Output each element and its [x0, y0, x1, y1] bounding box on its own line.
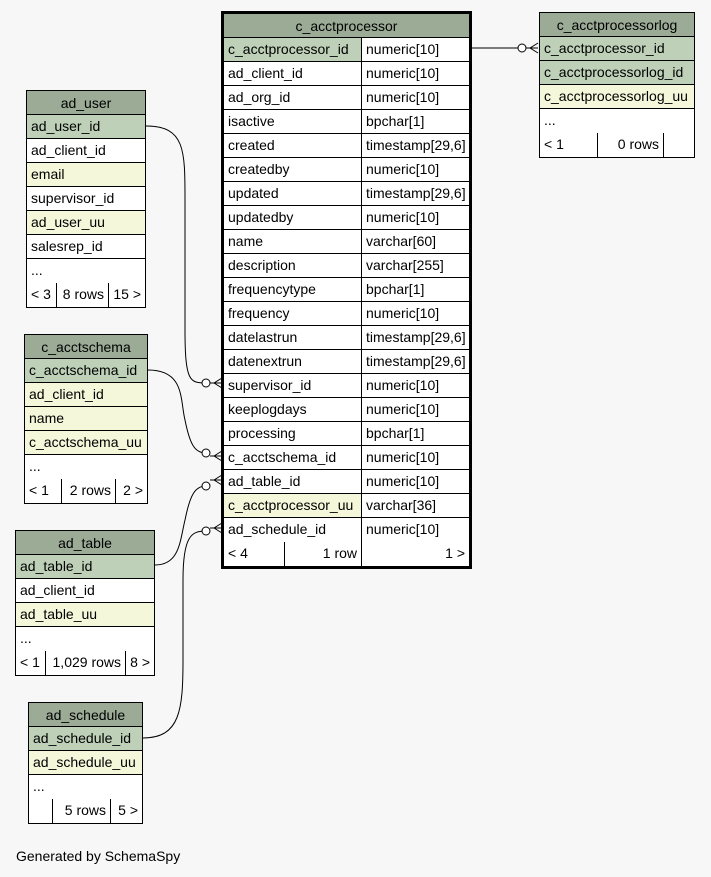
- footer-parents: [29, 799, 53, 823]
- column-name: ad_schedule_id: [29, 727, 142, 750]
- column-row[interactable]: [27, 187, 145, 211]
- column-name: datenextrun: [224, 350, 362, 373]
- table-title: ad_user: [27, 91, 145, 115]
- column-name: name: [224, 230, 362, 253]
- footer-children[interactable]: 5 >: [118, 802, 138, 818]
- table-ad-table[interactable]: [15, 530, 155, 676]
- table-footer: [224, 542, 469, 566]
- column-type: timestamp[29,6]: [362, 134, 469, 157]
- footer-rows: 0 rows: [598, 133, 664, 157]
- column-type: numeric[10]: [362, 158, 469, 181]
- footer-children: [664, 133, 694, 157]
- column-row[interactable]: [224, 302, 469, 326]
- column-row[interactable]: [16, 579, 154, 603]
- column-name: c_acctprocessor_uu: [224, 494, 362, 517]
- link-ad-user-supervisor: [146, 126, 206, 383]
- column-type: varchar[255]: [362, 254, 469, 277]
- column-name: c_acctprocessorlog_uu: [540, 85, 694, 108]
- footer-rows: 2 rows: [62, 479, 116, 503]
- footer-parents[interactable]: < 1: [16, 651, 46, 675]
- column-row[interactable]: [224, 206, 469, 230]
- column-type: bpchar[1]: [362, 278, 469, 301]
- column-name: ...: [16, 627, 154, 651]
- column-name: ad_schedule_id: [224, 518, 362, 542]
- column-name: ad_user_uu: [27, 211, 145, 234]
- footer-parents[interactable]: < 3: [27, 283, 57, 307]
- column-row[interactable]: [25, 407, 147, 431]
- column-row[interactable]: [16, 603, 154, 627]
- column-row[interactable]: [27, 211, 145, 235]
- column-row[interactable]: [27, 163, 145, 187]
- footer-rows: 1,029 rows: [46, 651, 126, 675]
- column-row[interactable]: [25, 359, 147, 383]
- column-type: numeric[10]: [362, 206, 469, 229]
- column-name: ad_client_id: [224, 62, 362, 85]
- table-title: c_acctschema: [25, 335, 147, 359]
- table-footer: [540, 133, 694, 157]
- column-row[interactable]: [224, 374, 469, 398]
- table-c-acctprocessorlog[interactable]: [539, 12, 695, 158]
- table-footer: [27, 283, 145, 307]
- column-name: frequencytype: [224, 278, 362, 301]
- column-name: ad_table_uu: [16, 603, 154, 626]
- column-name: c_acctprocessor_id: [224, 38, 362, 61]
- column-name: isactive: [224, 110, 362, 133]
- column-name: ad_table_id: [16, 555, 154, 578]
- column-row[interactable]: [540, 85, 694, 109]
- column-type: varchar[36]: [362, 494, 469, 517]
- column-row[interactable]: [25, 383, 147, 407]
- column-row[interactable]: [16, 555, 154, 579]
- column-type: numeric[10]: [362, 62, 469, 85]
- footer-parents[interactable]: < 4: [224, 542, 285, 566]
- column-name: updatedby: [224, 206, 362, 229]
- column-type: varchar[60]: [362, 230, 469, 253]
- table-footer: [29, 799, 142, 823]
- footer-children[interactable]: 1 >: [445, 545, 465, 561]
- footer-rows: 8 rows: [57, 283, 109, 307]
- table-title: c_acctprocessorlog: [540, 13, 694, 37]
- generated-by-label: Generated by SchemaSpy: [16, 848, 181, 864]
- column-name: datelastrun: [224, 326, 362, 349]
- column-row[interactable]: [224, 494, 469, 518]
- column-row[interactable]: [224, 518, 469, 542]
- column-name: name: [25, 407, 147, 430]
- column-type: numeric[10]: [362, 446, 469, 469]
- table-ad-user[interactable]: [26, 90, 146, 308]
- column-row[interactable]: [540, 109, 694, 133]
- footer-children[interactable]: 2 >: [123, 482, 143, 498]
- column-row[interactable]: [224, 134, 469, 158]
- column-row[interactable]: [224, 422, 469, 446]
- column-row[interactable]: [224, 38, 469, 62]
- column-row[interactable]: [224, 182, 469, 206]
- column-row[interactable]: [224, 326, 469, 350]
- column-row[interactable]: [27, 139, 145, 163]
- column-name: ad_schedule_uu: [29, 751, 142, 774]
- column-name: ad_org_id: [224, 86, 362, 109]
- column-type: numeric[10]: [362, 518, 469, 542]
- column-type: timestamp[29,6]: [362, 326, 469, 349]
- column-row[interactable]: [540, 37, 694, 61]
- column-type: bpchar[1]: [362, 422, 469, 445]
- column-row[interactable]: [224, 398, 469, 422]
- column-name: salesrep_id: [27, 235, 145, 258]
- column-name: supervisor_id: [224, 374, 362, 397]
- table-ad-schedule[interactable]: [28, 702, 143, 824]
- table-title: ad_table: [16, 531, 154, 555]
- column-name: createdby: [224, 158, 362, 181]
- column-name: c_acctschema_id: [224, 446, 362, 469]
- column-row[interactable]: [224, 254, 469, 278]
- column-row[interactable]: [224, 278, 469, 302]
- column-type: bpchar[1]: [362, 110, 469, 133]
- column-name: ...: [27, 259, 145, 283]
- column-name: keeplogdays: [224, 398, 362, 421]
- column-name: c_acctschema_id: [25, 359, 147, 382]
- column-name: ad_client_id: [27, 139, 145, 162]
- column-row[interactable]: [27, 115, 145, 139]
- footer-rows: 5 rows: [53, 799, 111, 823]
- column-row[interactable]: [224, 230, 469, 254]
- column-type: numeric[10]: [362, 470, 469, 493]
- column-row[interactable]: [224, 350, 469, 374]
- column-row[interactable]: [224, 446, 469, 470]
- column-type: numeric[10]: [362, 302, 469, 325]
- column-row[interactable]: [27, 259, 145, 283]
- footer-rows: 1 row: [285, 542, 362, 566]
- table-footer: [16, 651, 154, 675]
- footer-children[interactable]: 15 >: [113, 286, 141, 302]
- table-title: ad_schedule: [29, 703, 142, 727]
- column-name: ad_client_id: [16, 579, 154, 602]
- table-c-acctprocessor[interactable]: [221, 11, 472, 569]
- column-name: processing: [224, 422, 362, 445]
- column-row[interactable]: [224, 158, 469, 182]
- column-row[interactable]: [25, 431, 147, 455]
- column-type: numeric[10]: [362, 86, 469, 109]
- column-name: ...: [540, 109, 694, 133]
- column-row[interactable]: [224, 470, 469, 494]
- column-name: c_acctprocessor_id: [540, 37, 694, 60]
- column-row[interactable]: [224, 110, 469, 134]
- column-name: ad_client_id: [25, 383, 147, 406]
- footer-parents[interactable]: < 1: [25, 479, 62, 503]
- column-row[interactable]: [224, 86, 469, 110]
- link-ad-table: [155, 486, 206, 565]
- column-row[interactable]: [25, 455, 147, 479]
- column-row[interactable]: [29, 751, 142, 775]
- column-name: c_acctschema_uu: [25, 431, 147, 454]
- column-name: ...: [25, 455, 147, 479]
- column-name: ...: [29, 775, 142, 799]
- column-name: supervisor_id: [27, 187, 145, 210]
- column-name: ad_table_id: [224, 470, 362, 493]
- column-type: timestamp[29,6]: [362, 182, 469, 205]
- table-c-acctschema[interactable]: [24, 334, 148, 504]
- column-name: frequency: [224, 302, 362, 325]
- column-name: ad_user_id: [27, 115, 145, 138]
- column-row[interactable]: [27, 235, 145, 259]
- column-type: numeric[10]: [362, 38, 469, 61]
- column-type: timestamp[29,6]: [362, 350, 469, 373]
- column-type: numeric[10]: [362, 398, 469, 421]
- column-row[interactable]: [29, 775, 142, 799]
- table-title: c_acctprocessor: [224, 14, 469, 38]
- column-row[interactable]: [224, 62, 469, 86]
- column-name: email: [27, 163, 145, 186]
- column-name: created: [224, 134, 362, 157]
- column-name: c_acctprocessorlog_id: [540, 61, 694, 84]
- column-name: updated: [224, 182, 362, 205]
- column-name: description: [224, 254, 362, 277]
- column-row[interactable]: [16, 627, 154, 651]
- footer-parents[interactable]: < 1: [540, 133, 598, 157]
- column-row[interactable]: [29, 727, 142, 751]
- column-row[interactable]: [540, 61, 694, 85]
- table-footer: [25, 479, 147, 503]
- column-type: numeric[10]: [362, 374, 469, 397]
- footer-children[interactable]: 8 >: [130, 654, 150, 670]
